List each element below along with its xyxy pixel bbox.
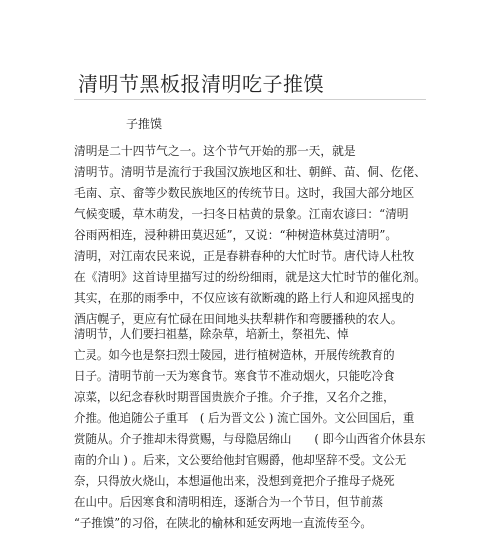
section-subtitle: 子推馍 (126, 117, 163, 131)
text-line: 酒店幌子，更应有忙碌在田间地头扶犁耕作和弯腰播秧的农人。 (74, 312, 403, 326)
text-line: 日子。清明节前一天为寒食节。寒食节不准动烟火，只能吃冷食 (74, 369, 395, 383)
paragraph-jie-zitui-story (74, 324, 443, 534)
title-divider (74, 99, 426, 100)
text-line: 凉菜，以纪念春秋时期晋国贵族介子推。介子推，又名介之推， (74, 390, 395, 404)
text-line: 亡灵。如今也是祭扫烈士陵园，进行植树造林，开展传统教育的 (74, 348, 395, 362)
text-line: “子推馍”的习俗，在陕北的榆林和延安两地一直流传至今。 (74, 516, 372, 530)
paragraph-qingming-intro (74, 141, 434, 330)
text-line: 谷雨两相连，浸种耕田莫迟延”，又说：“种树造林莫过清明”。 (74, 228, 398, 242)
text-line: 奈，只得放火烧山，本想逼他出来，没想到竟把介子推母子烧死 (74, 474, 395, 488)
text-line: 在山中。后因寒食和清明相连，逐渐合为一个节日，但节前蒸 (74, 495, 384, 509)
text-line: 南的介山 ) 。后来，文公要给他封官赐爵，他却坚辞不受。文公无 (74, 453, 407, 467)
text-line: 清明节，人们要扫祖墓，除杂草，培新土，祭祖先、悼 (74, 327, 349, 341)
text-line: 清明节。清明节是流行于我国汉族地区和壮、朝鲜、苗、侗、仡佬、 (74, 165, 427, 179)
text-line: 毛南、京、畲等少数民族地区的传统节日。这时，我国大部分地区 (74, 186, 415, 200)
text-line: 在《清明》这首诗里描写过的纷纷细雨，就是这大忙时节的催化剂。 (74, 270, 427, 284)
text-line: 气候变暖，草木萌发，一扫冬日枯黄的景象。江南农谚曰：“清明 (74, 207, 409, 221)
text-line: 其实，在那的雨季中，不仅应该有欲断魂的路上行人和迎风摇曳的 (74, 291, 415, 305)
text-line: 赏随从。介子推却未得赏赐，与母隐居绵山 ( 即今山西省介休县东 (74, 432, 426, 446)
page-title: 清明节黑板报清明吃子推馍 (78, 72, 324, 96)
text-line: 清明是二十四节气之一。这个节气开始的那一天，就是 (74, 144, 356, 158)
text-line: 清明，对江南农民来说，正是春耕春种的大忙时节。唐代诗人杜牧 (74, 249, 415, 263)
text-line: 介推。他追随公子重耳 ( 后为晋文公 ) 流亡国外。文公回国后，重 (74, 411, 415, 425)
